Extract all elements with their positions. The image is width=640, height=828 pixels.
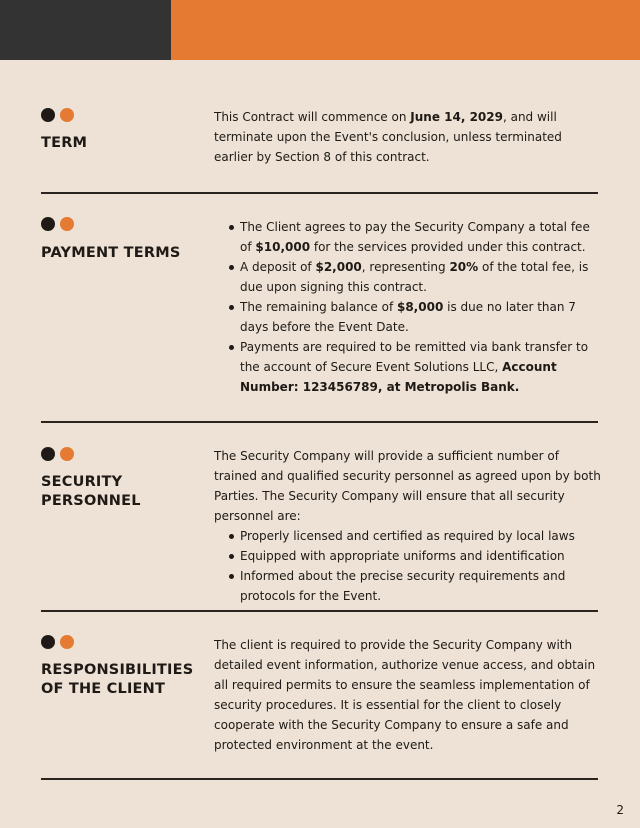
bullet-dots-icon	[41, 447, 74, 461]
dark-dot-icon	[41, 217, 55, 231]
dark-dot-icon	[41, 635, 55, 649]
section-body	[214, 107, 602, 167]
personnel-intro: The Security Company will provide a sufficient number of trained and qualified security personnel as agreed upon by both Parties. The Security Company will ensure that all security personnel are:	[214, 449, 601, 523]
emphasis-text: 20%	[449, 260, 479, 274]
list-item	[214, 257, 602, 297]
divider	[41, 778, 598, 780]
client-paragraph: The client is required to provide the Security Company with detailed event information, authorize venue access, and obtain all required permits to ensure the seamless implementation of security procedures. It is essential for the client to closely cooperate with the Security Company to ensure a safe and protected environment at the event.	[214, 638, 596, 752]
bullet-dots-icon	[41, 635, 74, 649]
text-run: of the total fee, is due upon signing this contract.	[240, 260, 589, 294]
emphasis-text: $10,000	[255, 240, 311, 254]
section-body	[214, 446, 602, 606]
payment-list	[214, 217, 602, 397]
text-run: The Client agrees to pay the Security Company a total fee of	[240, 220, 590, 254]
orange-dot-icon	[60, 447, 74, 461]
emphasis-text: Account Number: 123456789, at Metropolis Bank.	[240, 360, 557, 394]
dark-dot-icon	[41, 447, 55, 461]
orange-dot-icon	[60, 635, 74, 649]
list-item	[214, 337, 602, 397]
text-run: A deposit of	[240, 260, 316, 274]
list-item	[214, 217, 602, 257]
text-run: , and will terminate upon the Event's conclusion, unless terminated earlier by Section 8 of this contract.	[214, 110, 562, 164]
page-number: 2	[616, 803, 624, 817]
emphasis-text: $8,000	[396, 300, 444, 314]
section-heading: SECURITY PERSONNEL	[41, 474, 141, 509]
bullet-dots-icon	[41, 108, 74, 122]
divider	[41, 192, 598, 194]
text-run: The remaining balance of	[240, 300, 397, 314]
text-run: , representing	[361, 260, 450, 274]
text-run: Payments are required to be remitted via bank transfer to the account of Secure Event Solutions LLC,	[240, 340, 589, 374]
text-run: This Contract will commence on	[214, 110, 411, 124]
list-item: Equipped with appropriate uniforms and identification	[214, 546, 602, 566]
term-paragraph	[214, 107, 602, 167]
section-heading: RESPONSIBILITIES OF THE CLIENT	[41, 662, 194, 697]
header-bar-orange	[171, 0, 640, 60]
orange-dot-icon	[60, 217, 74, 231]
list-item: Informed about the precise security requirements and protocols for the Event.	[214, 566, 602, 606]
section-body	[214, 217, 602, 397]
emphasis-text: $2,000	[315, 260, 362, 274]
list-item	[214, 297, 602, 337]
section-body	[214, 635, 602, 755]
divider	[41, 610, 598, 612]
section-heading: PAYMENT TERMS	[41, 245, 181, 261]
emphasis-text: June 14, 2029	[410, 110, 503, 124]
bullet-dots-icon	[41, 217, 74, 231]
section-heading: TERM	[41, 135, 88, 151]
header-bar-dark	[0, 0, 171, 60]
text-run: is due no later than 7 days before the Event Date.	[240, 300, 576, 334]
personnel-list	[214, 526, 602, 606]
dark-dot-icon	[41, 108, 55, 122]
divider	[41, 421, 598, 423]
orange-dot-icon	[60, 108, 74, 122]
list-item: Properly licensed and certified as required by local laws	[214, 526, 602, 546]
text-run: for the services provided under this contract.	[310, 240, 586, 254]
